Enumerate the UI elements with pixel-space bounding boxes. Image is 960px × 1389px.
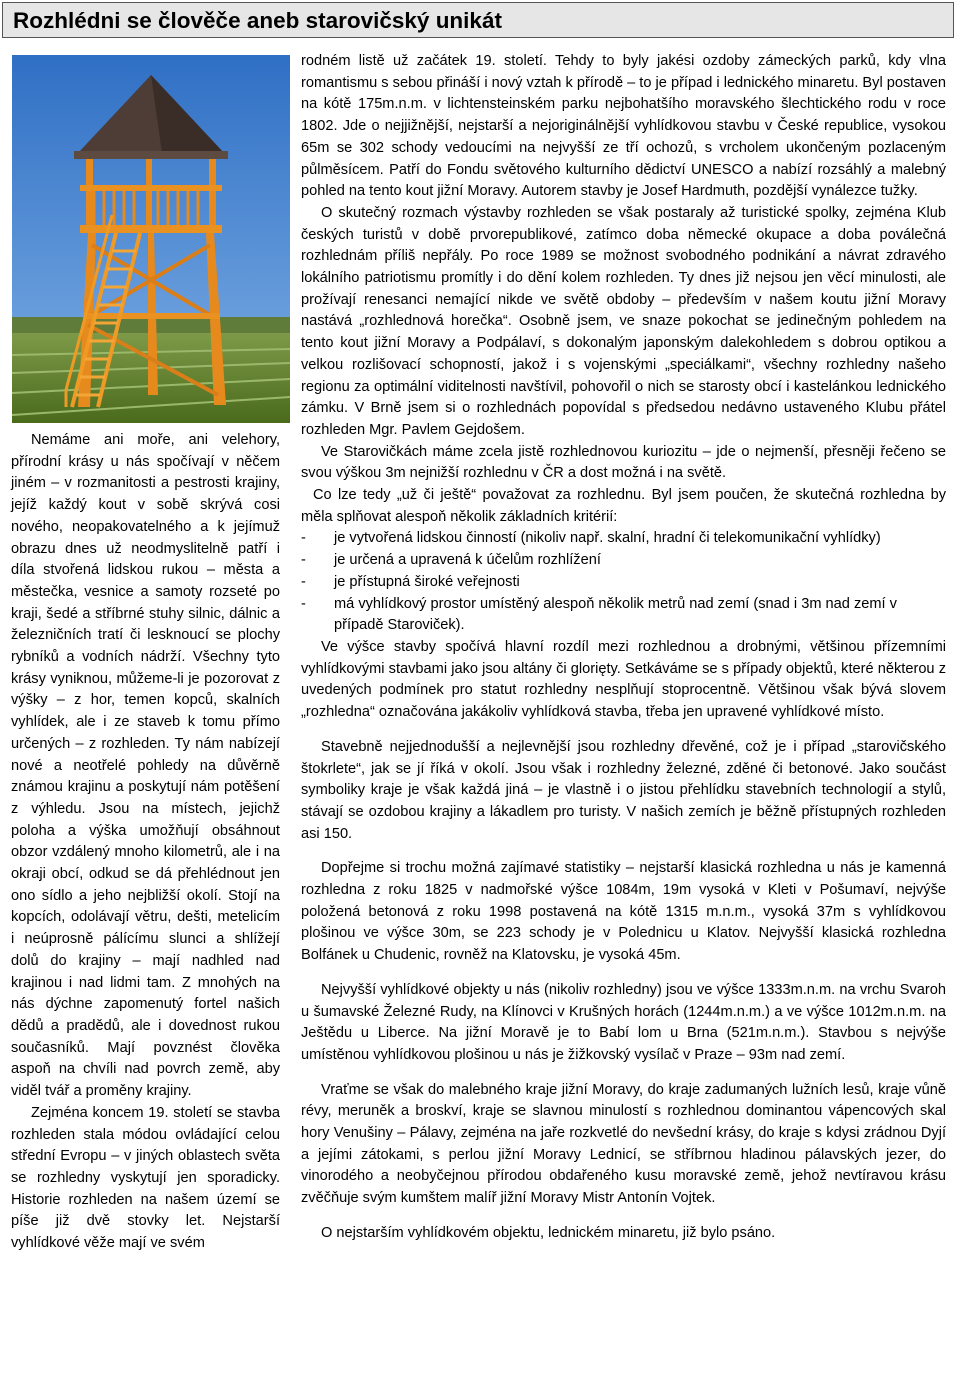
list-item xyxy=(301,528,946,550)
wooden-lookout-tower-icon xyxy=(12,55,290,423)
paragraph-south-moravia: Vraťme se však do malebného kraje jižní Moravy, do kraje zadumaných lužních lesů, kraje vůně révy, meruněk a broskví, kraje se slavnou minulostí s rozhlednou dominantou vápencových skal hory Venušiny – Pálavy, zejména na jaře rozkvetlé do nevšední krásy, do kraje s kdysi zrádnou Dyjí a jejími zátokami, s perlou jižní Moravy Lednicí, se stříbrnou hladinou pálavských jezer, do vinorodého a neobyčejnou přírodou obdařeného kusu moravské země, jehož nevtíravou krásu zvěčňuje svým kumštem malíř jižní Moravy Mistr Antonín Vojtek. xyxy=(301,1081,946,1207)
page-title: Rozhlédni se člověče aneb starovičský unikát xyxy=(13,8,502,33)
criteria-list xyxy=(301,528,946,637)
paragraph-boom: O skutečný rozmach výstavby rozhleden se však postaraly až turistické spolky, zejména Klub českých turistů v době prvorepublikové, zatímco doba německé okupace a doba poválečná rozhlednám příliš nepřály. Po roce 1989 se možnost svobodného podnikání a návrat zdravého lokálního patriotismu promítly i do dění kolem rozhleden. Ty dnes již nejsou jen věcí minulosti, ale prožívají renesanci nemající nikde ve světě obdoby – především v našem koutu jižní Moravy nastává „rozhlednová horečka“. Osobně jsem, ve snaze pokochat se jedinečným pohledem na tento kout jižní Moravy a Podpálaví, s dokonalým japonským dalekohledem s dobrou optikou a velkou rozlišovací schopností, jakož i s vojenskými „speciálkami“, všechny rozhledny našeho regionu za optimální viditelnosti navštívil, pohovořil o nich se starosty obcí i kastelánkou lednického zámku. V Brně jsem si o rozhlednách popovídal s předsedou nedávno ustaveného Klubu přátel rozhleden Mgr. Pavlem Gejdošem. xyxy=(301,204,946,438)
criterion-text: má vyhlídkový prostor umístěný alespoň několik metrů nad zemí (snad i 3m nad zemí v případě Staroviček). xyxy=(334,595,897,634)
paragraph-highest-objects: Nejvyšší vyhlídkové objekty u nás (nikoliv rozhledny) jsou ve výšce 1333m.n.m. na vrchu Svaroh u šumavské Železné Rudy, na Klínovci v Krušných horách (1244m.n.m.) a ve výšce 1012m.n.m. na Ještědu u Liberce. Na jižní Moravě je to Babí lom u Brna (521m.n.m.). Stavbou s nejvýše umístěnou vyhlídkovou plošinou u nás je žižkovský vysílač v Praze – 93m nad zemí. xyxy=(301,981,946,1063)
paragraph-criteria-intro: Co lze tedy „už či ještě“ považovat za rozhlednu. Byl jsem poučen, že skutečná rozhledna by měla splňovat alespoň několik základních kritérií: xyxy=(301,487,946,525)
paragraph-closing: O nejstarším vyhlídkovém objektu, lednickém minaretu, již bylo psáno. xyxy=(321,1224,776,1241)
left-column xyxy=(11,430,280,1255)
paragraph-materials: Stavebně nejjednodušší a nejlevnější jsou rozhledny dřevěné, což je i případ „starovičského štokrlete“, jak se jí říká v okolí. Jsou však i rozhledny železné, zděné či betonové. Jako součást symboliky kraje je však každá jiná – je vlastně i o jistou přehlídku stavebních technologií a stylů, stávají se ozdobou krajiny a lákadlem pro turisty. V našich zemích je běžně přístupných rozhleden asi 150. xyxy=(301,738,946,842)
list-dash: - xyxy=(301,573,306,590)
paragraph-height-difference: Ve výšce stavby spočívá hlavní rozdíl mezi rozhlednou a drobnými, většinou přízemními vyhlídkovými stavbami jako jsou altány či glorięty. Setkáváme se s případy objektů, které některou z uvedených podmínek pro statut rozhledny nesplňují stoprocentně. Většinou však bývá slovem „rozhledna“ označována jakákoliv vyhlídková stavba, třeba jen upravené vyhlídkové místo. xyxy=(301,638,946,721)
list-dash: - xyxy=(301,595,306,612)
list-dash: - xyxy=(301,552,306,569)
paragraph-starovicky: Ve Starovičkách máme zcela jistě rozhlednovou kuriozitu – jde o nejmenší, přesněji řečeno se svou výškou 3m nejnižší rozhlednu v ČR a dost možná i na světě. xyxy=(301,443,946,482)
list-dash: - xyxy=(301,530,306,547)
criterion-text: je přístupná široké veřejnosti xyxy=(334,573,520,590)
history-paragraph: Zejména koncem 19. století se stavba rozhleden stala módou ovládající celou střední Evropu – v jiných oblastech světa se rozhledny vyskytují jen sporadicky. Historie rozhleden na našem území se píše již dvě stovky let. Nejstarší vyhlídkové věže mají ve svém xyxy=(11,1104,280,1252)
paragraph-statistics: Dopřejme si trochu možná zajímavé statistiky – nejstarší klasická rozhledna u nás je kamenná rozhledna z roku 1825 v nadmořské výšce 1084m, 19m vysoká v Kleti v Pošumaví, nejvýše položená betonová z roku 1998 postavená na kótě 1315 m.n.m., vysoká 37m s vyhlídkovou plošinou ve výšce 30m, se 223 schody je v Polednicu u Klatov. Nejvyšší klasická rozhledna Bolfánek u Chudenic, rovněž na Klatovsku, je vysoká 45m. xyxy=(301,860,946,964)
lookout-tower-photo xyxy=(12,55,290,423)
criterion-text: je vytvořená lidskou činností (nikoliv např. skalní, hradní či telekomunikační vyhlídky) xyxy=(334,530,881,547)
list-item xyxy=(301,594,946,637)
criterion-text: je určená a upravená k účelům rozhlížení xyxy=(334,552,601,569)
list-item xyxy=(301,572,946,594)
title-bar xyxy=(2,2,954,38)
right-column xyxy=(301,51,946,1245)
intro-paragraph: Nemáme ani moře, ani velehory, přírodní krásy u nás spočívají v něčem jiném – v rozmanitosti a pestrosti krajiny, jejíž každý kout v sobě skrývá cosi nového, neopakovatelného a k jejímuž obrazu dnes už neodmyslitelně patří i díla stvořená lidskou rukou – města a městečka, vesnice a samoty rozseté po kraji, šedé a stříbrné stuhy silnic, dálnic a železničních tratí či lesknoucí se plochy rybníků a vodních nádrží. Všechny tyto krásy vyniknou, můžeme-li je pozorovat z výšky – z hor, temen kopců, skalních vyhlídek, ale i ze staveb k tomu přímo určených – z rozhleden. Ty nám nabízejí nové a neotřelé pohledy na důvěrně známou krajinu a poskytují nám potěšení z výhledu. Jsou na místech, jejichž poloha a výška umožňují obsáhnout obzor vzdálený mnoho kilometrů, ale i na okraji obcí, odkud se dá přehlédnout jen ono sídlo a jeho nejbližší okolí. Stojí na kopcích, odolávají větru, dešti, metelicím i neúprosně pálícímu slunci a shlížejí dolů do krajiny – mají nadhled nad krajinou i nad lidmi tam. Z mnohých na nás dýchne zapomenutý fortel našich dědů a pradědů, ale i dovednost rukou současníků. Mají povznést člověka aspoň na chvíli nad povrch země, aby viděl tvář a proměny krajiny. xyxy=(11,432,280,1100)
paragraph-minaret: rodném listě už začátek 19. století. Tehdy to byly jakési ozdoby zámeckých parků, kdy vlna romantismu s sebou přináší i nový vztah k přírodě – to je případ i lednického minaretu. Byl postaven na kótě 175m.n.m. v lichtensteinském parku nejbohatšího moravského šlechtického rodu v roce 1802. Jde o nejjižnější, nejstarší a nejoriginálnější vyhlídkovou stavbu v České republice, vysokou 65m se 302 schody vedoucími na nejvyšší ze tří ochozů, s vrcholem ukončeným pozlaceným půlměsícem. Patří do Fondu světového kulturního dědictví UNESCO a nabízí rozsáhlý a malebný pohled na tento kout jižní Moravy. Autorem stavby je Josef Hardmuth, pozdější vynálezce tužky. xyxy=(301,53,946,200)
list-item xyxy=(301,550,946,572)
